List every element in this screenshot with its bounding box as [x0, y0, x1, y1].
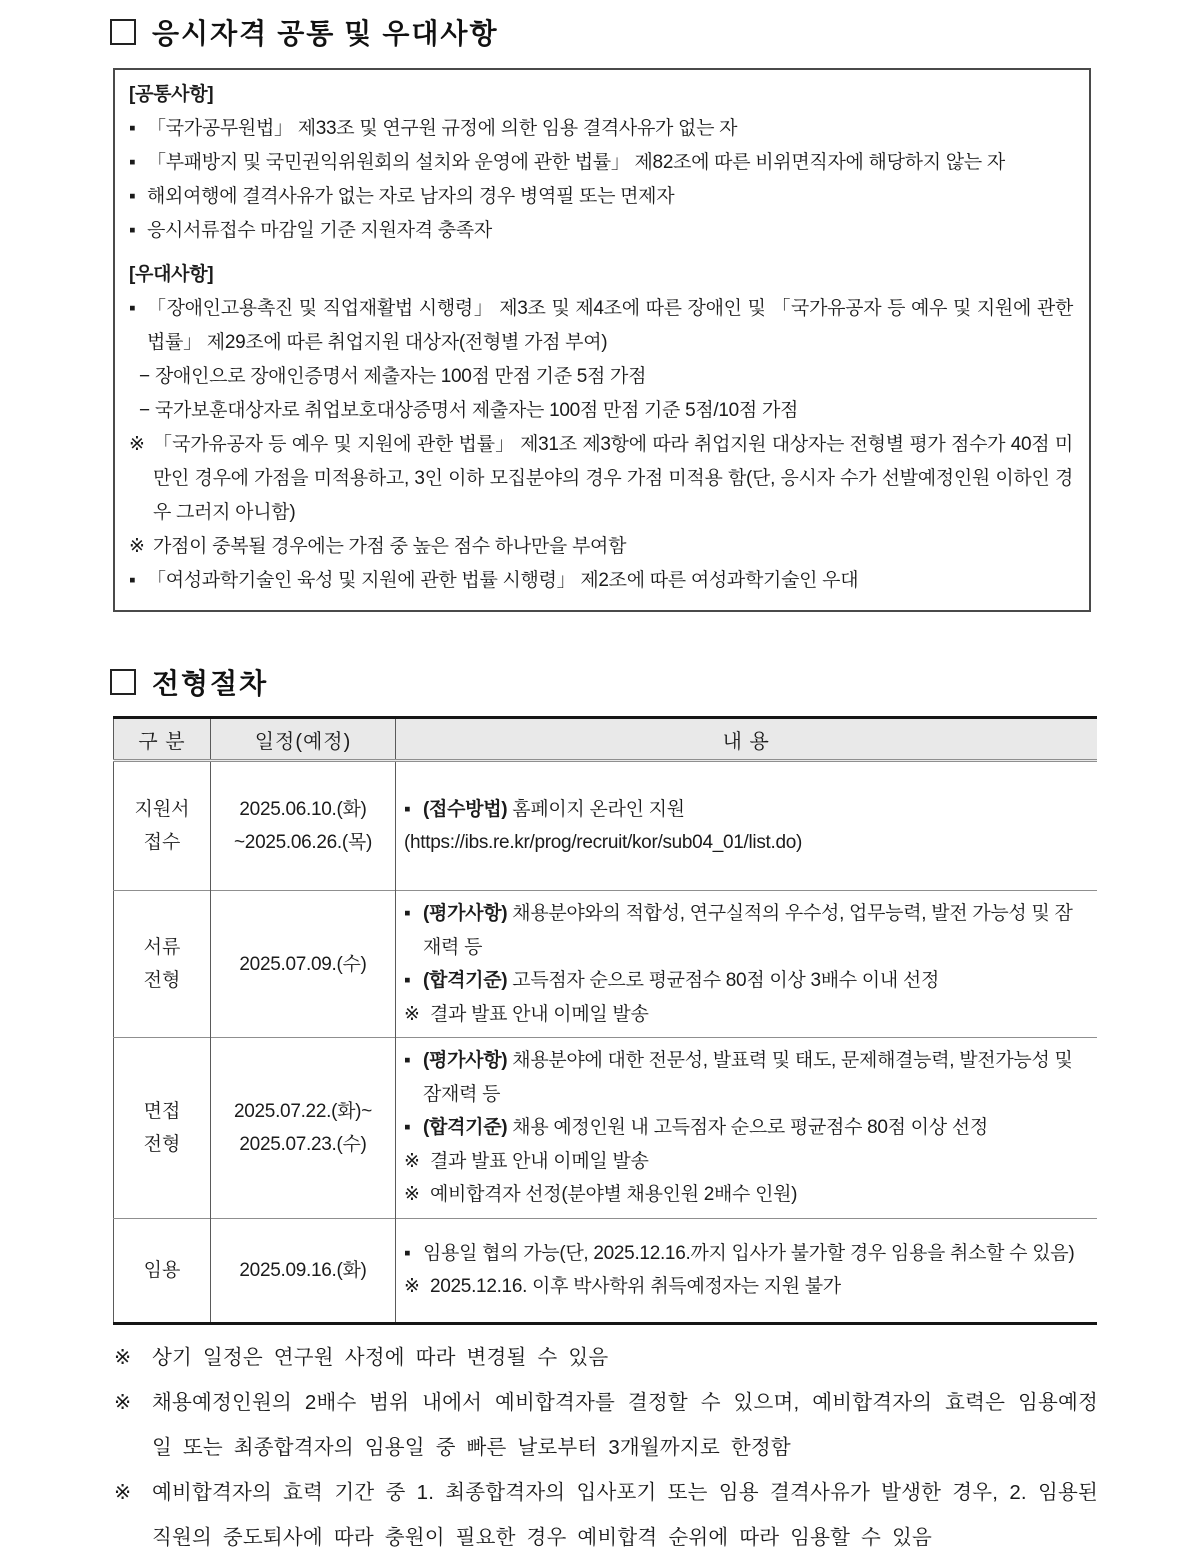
content-bold-label: (평가사항): [423, 903, 508, 924]
item-marker: ※: [129, 434, 145, 455]
schedule-cell: [211, 891, 396, 1038]
content-text: 결과 발표 안내 이메일 발송: [430, 1003, 649, 1025]
qualification-item: [129, 564, 1073, 598]
qualification-item: [129, 214, 1073, 248]
qualification-item: [129, 180, 1073, 214]
table-row: [114, 761, 1097, 891]
category-cell: [114, 1218, 211, 1323]
subheading-text: [우대사항]: [129, 264, 214, 285]
qualification-item: [129, 146, 1073, 180]
section-title-text: 전형절차: [152, 669, 269, 700]
content-line: [404, 1145, 1087, 1179]
section-title-qualifications: [110, 12, 1200, 52]
content-line: [404, 964, 1087, 998]
column-header-content: 내 용: [396, 718, 1097, 761]
item-text: 「여성과학기술인 육성 및 지원에 관한 법률 시행령」 제2조에 따른 여성과학기술인 우대: [147, 570, 859, 591]
footnote: [114, 1380, 1098, 1470]
checkbox-square-icon: [110, 669, 136, 695]
category-line: 임용: [143, 1259, 181, 1281]
qualification-item: [129, 530, 1073, 564]
item-text: 장애인으로 장애인증명서 제출자는 100점 만점 기준 5점 가점: [155, 366, 647, 387]
content-line: [404, 1111, 1087, 1145]
item-text: 응시서류접수 마감일 기준 지원자격 충족자: [147, 220, 492, 241]
footnote: [114, 1470, 1098, 1560]
item-marker: ▪: [129, 220, 136, 241]
item-marker: ▪: [404, 1050, 411, 1071]
item-marker: ▪: [404, 970, 411, 991]
content-line: [404, 897, 1087, 964]
item-marker: ▪: [129, 570, 136, 591]
item-text: 가점이 중복될 경우에는 가점 중 높은 점수 하나만을 부여함: [153, 536, 627, 557]
schedule-line: ~2025.06.26.(목): [234, 832, 372, 853]
content-cell: [396, 761, 1097, 891]
item-marker: ▪: [129, 118, 136, 139]
category-line: 전형: [143, 1133, 181, 1155]
category-cell: [114, 761, 211, 891]
content-text: (평가사항) 채용분야에 대한 전문성, 발표력 및 태도, 문제해결능력, 발전가능성 및 잠재력 등: [423, 1050, 1073, 1105]
footnote-marker: ※: [114, 1390, 132, 1414]
item-text: 「부패방지 및 국민권익위원회의 설치와 운영에 관한 법률」 제82조에 따른 비위면직자에 해당하지 않는 자: [147, 152, 1005, 173]
schedule-cell: [211, 761, 396, 891]
section-title-text: 응시자격 공통 및 우대사항: [152, 19, 499, 50]
item-marker: ▪: [129, 186, 136, 207]
qualification-item: [129, 112, 1073, 146]
item-text: 「국가유공자 등 예우 및 지원에 관한 법률」 제31조 제3항에 따라 취업지원 대상자는 전형별 평가 점수가 40점 미만인 경우에 가점을 미적용하고, 3인 이하 모집분야의 경우 가점 미적용 함(단, 응시자 수가 선발예정인원 이하인 경우 그러지 아니함): [153, 434, 1073, 523]
table-row: [114, 1218, 1097, 1323]
category-line: 지원서: [134, 799, 190, 820]
content-line: [404, 826, 1087, 860]
footnote-text: 채용예정인원의 2배수 범위 내에서 예비합격자를 결정할 수 있으며, 예비합격자의 효력은 임용예정일 또는 최종합격자의 임용일 중 빠른 날로부터 3개월까지로 한정함: [152, 1390, 1098, 1459]
item-marker: ※: [404, 1150, 420, 1172]
qualification-item: [129, 394, 1073, 428]
content-text: 임용일 협의 가능(단, 2025.12.16.까지 입사가 불가할 경우 임용을 취소할 수 있음): [423, 1242, 1075, 1264]
column-header-schedule: 일정(예정): [211, 718, 396, 761]
table-row: [114, 1038, 1097, 1219]
item-marker: ▪: [129, 152, 136, 173]
content-cell: [396, 1038, 1097, 1219]
content-bold-label: (평가사항): [423, 1050, 508, 1071]
category-cell: [114, 1038, 211, 1219]
qualification-item: [129, 428, 1073, 530]
qualification-item: [129, 360, 1073, 394]
content-bold-label: (합격기준): [423, 1117, 508, 1138]
schedule-line: 2025.07.22.(화)~: [234, 1100, 372, 1122]
schedule-cell: [211, 1038, 396, 1219]
item-marker: −: [139, 366, 150, 387]
content-text: (합격기준) 고득점자 순으로 평균점수 80점 이상 3배수 이내 선정: [423, 970, 939, 991]
content-cell: [396, 1218, 1097, 1323]
content-line: [404, 793, 1087, 827]
item-marker: −: [139, 400, 150, 421]
item-marker: ※: [404, 1003, 420, 1025]
content-line: [404, 1270, 1087, 1304]
category-cell: [114, 891, 211, 1038]
item-marker: ▪: [404, 1117, 411, 1138]
item-marker: ▪: [404, 798, 411, 820]
checkbox-square-icon: [110, 19, 136, 45]
item-text: 「국가공무원법」 제33조 및 연구원 규정에 의한 임용 결격사유가 없는 자: [147, 118, 738, 139]
schedule-cell: [211, 1218, 396, 1323]
content-text: 결과 발표 안내 이메일 발송: [430, 1150, 649, 1172]
content-text: 예비합격자 선정(분야별 채용인원 2배수 인원): [430, 1184, 798, 1205]
item-marker: ▪: [129, 298, 136, 319]
section-title-process: [110, 662, 1200, 702]
category-line: 면접: [143, 1100, 181, 1122]
item-marker: ※: [129, 536, 145, 557]
item-marker: ※: [404, 1276, 420, 1297]
footnote-marker: ※: [114, 1480, 132, 1504]
subheading-text: [공통사항]: [129, 84, 214, 105]
content-line: [404, 998, 1087, 1032]
process-table-body: [114, 761, 1097, 1324]
content-text: (평가사항) 채용분야와의 적합성, 연구실적의 우수성, 업무능력, 발전 가능성 및 잠재력 등: [423, 903, 1073, 958]
footnote-text: 상기 일정은 연구원 사정에 따라 변경될 수 있음: [152, 1345, 609, 1369]
item-text: 국가보훈대상자로 취업보호대상증명서 제출자는 100점 만점 기준 5점/10점 가점: [155, 400, 799, 421]
content-text: (https://ibs.re.kr/prog/recruit/kor/sub04_01/list.do): [404, 832, 803, 853]
item-marker: ※: [404, 1184, 420, 1205]
category-line: 전형: [143, 970, 181, 991]
schedule-line: 2025.06.10.(화): [239, 799, 367, 820]
content-cell: [396, 891, 1097, 1038]
process-table-header: [114, 718, 1097, 761]
qualification-item: [129, 292, 1073, 360]
content-text: 2025.12.16. 이후 박사학위 취득예정자는 지원 불가: [430, 1276, 841, 1297]
table-row: [114, 891, 1097, 1038]
schedule-line: 2025.07.09.(수): [239, 953, 367, 975]
item-text: 「장애인고용촉진 및 직업재활법 시행령」 제3조 및 제4조에 따른 장애인 및 「국가유공자 등 예우 및 지원에 관한 법률」 제29조에 따른 취업지원 대상자(전형별 가점 부여): [147, 298, 1073, 353]
footnote-marker: ※: [114, 1345, 132, 1369]
content-bold-label: (접수방법): [423, 798, 508, 820]
category-line: 서류: [143, 937, 181, 958]
category-line: 접수: [143, 832, 181, 853]
content-text: (접수방법) 홈페이지 온라인 지원: [423, 798, 685, 820]
footnote: [114, 1335, 1098, 1380]
schedule-line: 2025.09.16.(화): [239, 1259, 367, 1281]
footnotes: [114, 1335, 1098, 1560]
content-bold-label: (합격기준): [423, 970, 508, 991]
content-text: (합격기준) 채용 예정인원 내 고득점자 순으로 평균점수 80점 이상 선정: [423, 1117, 988, 1138]
footnote-text: 예비합격자의 효력 기간 중 1. 최종합격자의 입사포기 또는 임용 결격사유가 발생한 경우, 2. 임용된 직원의 중도퇴사에 따라 충원이 필요한 경우 예비합격 순위에 따라 임용할 수 있음: [152, 1480, 1098, 1549]
content-line: [404, 1044, 1087, 1111]
item-marker: ▪: [404, 903, 411, 924]
content-line: [404, 1237, 1087, 1271]
process-table: [113, 716, 1097, 1325]
content-line: [404, 1178, 1087, 1212]
column-header-category: 구 분: [114, 718, 211, 761]
item-text: 해외여행에 결격사유가 없는 자로 남자의 경우 병역필 또는 면제자: [147, 186, 675, 207]
item-marker: ▪: [404, 1242, 411, 1264]
schedule-line: 2025.07.23.(수): [239, 1133, 367, 1155]
qualifications-box: [113, 68, 1091, 612]
qualification-subheading: [129, 78, 1073, 112]
qualification-subheading: [129, 258, 1073, 292]
